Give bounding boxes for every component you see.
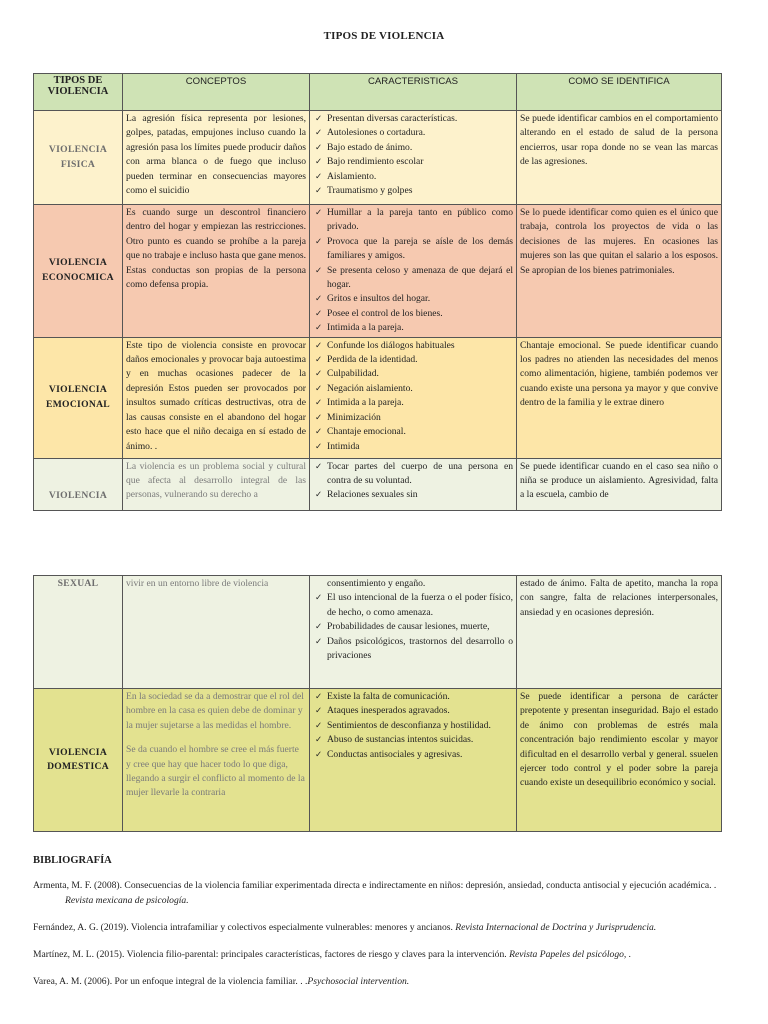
row-label: VIOLENCIA EMOCIONAL bbox=[34, 337, 123, 458]
features-list bbox=[313, 460, 513, 503]
feature-item: ✓ Abuso de sustancias intentos suicidas. bbox=[327, 733, 513, 747]
header-como-se-identifica: COMO SE IDENTIFICA bbox=[517, 74, 722, 111]
concept-cell: La agresión física representa por lesiones, golpes, patadas, empujones incluso cuando la agresión pasa los límites puede producir daños con arma blanca o de fuego que incluso pueden terminar en consecuencias mayores como el suicidio bbox=[123, 111, 310, 205]
row-label: VIOLENCIA DOMESTICA bbox=[34, 689, 123, 832]
row-violencia-economica bbox=[34, 205, 722, 338]
table-header-row bbox=[34, 74, 722, 111]
feature-item: ✓ Presentan diversas características. bbox=[327, 112, 513, 126]
header-conceptos: CONCEPTOS bbox=[123, 74, 310, 111]
row-violencia-sexual-part2 bbox=[34, 576, 722, 689]
reference-text: Varea, A. M. (2006). Por un enfoque integral de la violencia familiar. . . bbox=[33, 976, 308, 987]
concept-cell: Este tipo de violencia consiste en provocar daños emocionales y provocar baja autoestima y en muchas ocasiones padecer de la depresión Estos pueden ser provocados por insultos sumado críticas destructivas, otra de las causas consiste en el abandono del hogar esto hace que el niño decaiga en sí estado de ánimo. . bbox=[123, 337, 310, 458]
violence-table-part2 bbox=[33, 575, 722, 832]
feature-item: ✓ Existe la falta de comunicación. bbox=[327, 690, 513, 704]
feature-item: ✓ Traumatismo y golpes bbox=[327, 184, 513, 198]
feature-item: ✓ Se presenta celoso y amenaza de que dejará el hogar. bbox=[327, 264, 513, 293]
reference-text: Martínez, M. L. (2015). Violencia filio-parental: principales características, factores de riesgo y claves para la intervención. bbox=[33, 949, 510, 960]
reference-text: Fernández, A. G. (2019). Violencia intrafamiliar y colectivos especialmente vulnerables: menores y ancianos. bbox=[33, 922, 456, 933]
page-title: TIPOS DE VIOLENCIA bbox=[323, 30, 445, 42]
features-cell bbox=[310, 205, 517, 338]
identify-cell: Se lo puede identificar como quien es el único que trabaja, controla los proyectos de vida o las decisiones de las mujeres. En ocasiones las mujeres son las que quitan el salario a los esposos. Se apropian de los bienes patrimoniales. bbox=[517, 205, 722, 338]
feature-item: ✓ Confunde los diálogos habituales bbox=[327, 339, 513, 353]
feature-item: ✓ Perdida de la identidad. bbox=[327, 353, 513, 367]
feature-item: ✓ Tocar partes del cuerpo de una persona en contra de su voluntad. bbox=[327, 460, 513, 489]
concept-paragraph-2: Se da cuando el hombre se cree el más fuerte y cree que hay que hacer todo lo que diga, llegando a surgir el conflicto al momento de la mujer llevarle la contraria bbox=[126, 744, 305, 799]
row-violencia-emocional bbox=[34, 337, 722, 458]
row-violencia-fisica bbox=[34, 111, 722, 205]
features-list bbox=[313, 339, 513, 454]
reference-text: Armenta, M. F. (2008). Consecuencias de la violencia familiar experimentada directa e indirectamente en niños: depresión, ansiedad, conducta antisocial y ejecución académica. . bbox=[33, 880, 717, 891]
features-lead: consentimiento y engaño. bbox=[327, 578, 426, 589]
row-label: VIOLENCIA ECONOCMICA bbox=[34, 205, 123, 338]
feature-item: ✓ Probabilidades de causar lesiones, muerte, bbox=[327, 620, 513, 634]
concept-cell: vivir en un entorno libre de violencia bbox=[123, 576, 310, 689]
reference-item bbox=[33, 920, 743, 935]
features-list bbox=[313, 112, 513, 198]
features-cell bbox=[310, 458, 517, 510]
row-violencia-domestica bbox=[34, 689, 722, 832]
feature-item: ✓ Provoca que la pareja se aísle de los demás familiares y amigos. bbox=[327, 235, 513, 264]
header-caracteristicas: CARACTERISTICAS bbox=[310, 74, 517, 111]
reference-source: Revista mexicana de psicología. bbox=[65, 895, 189, 906]
reference-item bbox=[33, 878, 743, 908]
feature-item: ✓ Sentimientos de desconfianza y hostilidad. bbox=[327, 719, 513, 733]
bibliography bbox=[33, 853, 743, 1001]
feature-item: ✓ Relaciones sexuales sin bbox=[327, 488, 513, 502]
features-cell bbox=[310, 576, 517, 689]
feature-item: ✓ Intimida bbox=[327, 440, 513, 454]
features-list bbox=[313, 591, 513, 663]
feature-item: ✓ Negación aislamiento. bbox=[327, 382, 513, 396]
identify-cell: Se puede identificar cambios en el comportamiento alterando en el estado de salud de la persona encierros, usar ropa donde no se vean las marcas de las agresiones. bbox=[517, 111, 722, 205]
bibliography-heading: BIBLIOGRAFÍA bbox=[33, 855, 112, 866]
identify-cell: Se puede identificar cuando en el caso sea niño o niña se produce un aislamiento. Agresividad, falta a la escuela, cambio de bbox=[517, 458, 722, 510]
violence-table-part1 bbox=[33, 73, 722, 511]
reference-source: Revista Internacional de Doctrina y Jurisprudencia. bbox=[455, 922, 657, 933]
reference-item bbox=[33, 947, 743, 962]
feature-item: ✓ Bajo estado de ánimo. bbox=[327, 141, 513, 155]
feature-item: ✓ Daños psicológicos, trastornos del desarrollo o privaciones bbox=[327, 635, 513, 664]
row-label: SEXUAL bbox=[34, 576, 123, 689]
feature-item: ✓ Minimización bbox=[327, 411, 513, 425]
identify-cell: Chantaje emocional. Se puede identificar cuando los padres no atienden las necesidades del menos como alimentación, higiene, también podemos ver cuando existe una persona ya mayor y que convive dentro de la familia y le extrae dinero bbox=[517, 337, 722, 458]
identify-cell: Se puede identificar a persona de carácter prepotente y presentan inseguridad. Bajo el estado de ánimo con problemas de estrés mala concentración bajo rendimiento escolar y mayor dificultad en el desarrollo verbal y general. ssuelen ejercer todo control y el poder sobre la pareja cuando existe un desequilibrio económico y social. bbox=[517, 689, 722, 832]
features-cell bbox=[310, 111, 517, 205]
feature-item: ✓ Bajo rendimiento escolar bbox=[327, 155, 513, 169]
features-cell bbox=[310, 689, 517, 832]
feature-item: ✓ Humillar a la pareja tanto en público como privado. bbox=[327, 206, 513, 235]
feature-item: ✓ Chantaje emocional. bbox=[327, 425, 513, 439]
feature-item: ✓ Aislamiento. bbox=[327, 170, 513, 184]
feature-item: ✓ Posee el control de los bienes. bbox=[327, 307, 513, 321]
concept-cell bbox=[123, 689, 310, 832]
feature-item: ✓ Autolesiones o cortadura. bbox=[327, 126, 513, 140]
features-list bbox=[313, 206, 513, 336]
feature-item: ✓ Gritos e insultos del hogar. bbox=[327, 292, 513, 306]
feature-item: ✓ Conductas antisociales y agresivas. bbox=[327, 748, 513, 762]
reference-source: Revista Papeles del psicólogo, . bbox=[509, 949, 632, 960]
row-label: VIOLENCIA FISICA bbox=[34, 111, 123, 205]
feature-item: ✓ Intimida a la pareja. bbox=[327, 396, 513, 410]
reference-source: Psychosocial intervention. bbox=[307, 976, 410, 987]
feature-item: ✓ El uso intencional de la fuerza o el poder físico, de hecho, o como amenaza. bbox=[327, 591, 513, 620]
identify-cell: estado de ánimo. Falta de apetito, mancha la ropa con sangre, falta de relaciones interpersonales, ansiedad y en ocasiones depresión. bbox=[517, 576, 722, 689]
feature-item: ✓ Intimida a la pareja. bbox=[327, 321, 513, 335]
feature-item: ✓ Ataques inesperados agravados. bbox=[327, 704, 513, 718]
header-tipos: TIPOS DE VIOLENCIA bbox=[34, 74, 123, 111]
feature-item: ✓ Culpabilidad. bbox=[327, 367, 513, 381]
reference-item bbox=[33, 974, 743, 989]
row-label: VIOLENCIA bbox=[34, 458, 123, 510]
features-cell bbox=[310, 337, 517, 458]
features-list bbox=[313, 690, 513, 762]
concept-cell: Es cuando surge un descontrol financiero dentro del hogar y empiezan las restricciones. Otro punto es cuando se prohíbe a la pareja que no trabaje e incluso hasta que gane menos. Estas conductas son propias de la persona como defensa propia. bbox=[123, 205, 310, 338]
row-violencia-sexual-part1 bbox=[34, 458, 722, 510]
concept-paragraph-1: En la sociedad se da a demostrar que el rol del hombre en la casa es quien debe de dominar y la mujer sujetarse a las medidas el hombre. bbox=[126, 691, 304, 731]
concept-cell: La violencia es un problema social y cultural que afecta al desarrollo integral de las personas, vulnerando su derecho a bbox=[123, 458, 310, 510]
